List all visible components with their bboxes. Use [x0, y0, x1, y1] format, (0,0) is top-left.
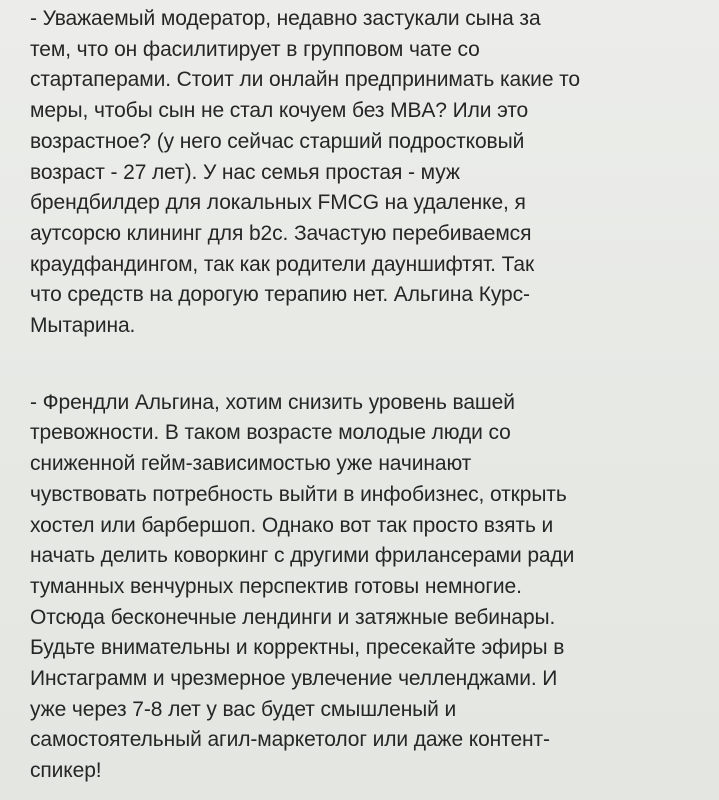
text-line: меры, чтобы сын не стал кочуем без MBA? Или это: [30, 99, 529, 123]
text-line: возраст - 27 лет). У нас семья простая - муж: [30, 160, 460, 184]
text-line: начать делить коворкинг с другими фрилансерами ради: [30, 544, 575, 568]
text-line: чувствовать потребность выйти в инфобизнес, открыть: [30, 482, 567, 506]
text-line: Отсюда бесконечные лендинги и затяжные вебинары.: [30, 605, 556, 629]
text-line: что средств на дорогую терапию нет. Альгина Курс-: [30, 283, 530, 307]
paragraph-spacer: [30, 342, 699, 388]
text-line: - Уважаемый модератор, недавно застукали сына за: [30, 7, 541, 30]
text-line: тем, что он фасилитирует в групповом чате со: [30, 37, 480, 61]
text-line: хостел или барбершоп. Однако вот так просто взять и: [30, 513, 554, 537]
text-line: аутсорсю клининг для b2c. Зачастую перебиваемся: [30, 221, 532, 245]
text-line: стартаперами. Стоит ли онлайн предпринимать какие то: [30, 68, 580, 92]
answer-paragraph: [30, 388, 699, 787]
text-line: Инстаграмм и чрезмерное увлечение челленджами. И: [30, 667, 558, 691]
text-line: туманных венчурных перспектив готовы немногие.: [30, 574, 522, 598]
question-paragraph: [30, 4, 699, 342]
text-line: краудфандингом, так как родители дауншифтят. Так: [30, 252, 535, 276]
text-line: Мытарина.: [30, 314, 136, 338]
text-line: сниженной гейм-зависимостью уже начинают: [30, 452, 472, 476]
text-line: Будьте внимательны и корректны, пресекайте эфиры в: [30, 636, 565, 660]
text-line: уже через 7-8 лет у вас будет смышленый и: [30, 697, 457, 721]
text-line: брендбилдер для локальных FMCG на удаленке, я: [30, 191, 526, 215]
text-line: возрастное? (у него сейчас старший подростковый: [30, 129, 525, 153]
text-line: тревожности. В таком возрасте молодые люди со: [30, 421, 511, 445]
text-line: спикер!: [30, 759, 102, 783]
text-line: - Френдли Альгина, хотим снизить уровень вашей: [30, 390, 515, 414]
text-line: самостоятельный агил-маркетолог или даже контент-: [30, 728, 550, 752]
